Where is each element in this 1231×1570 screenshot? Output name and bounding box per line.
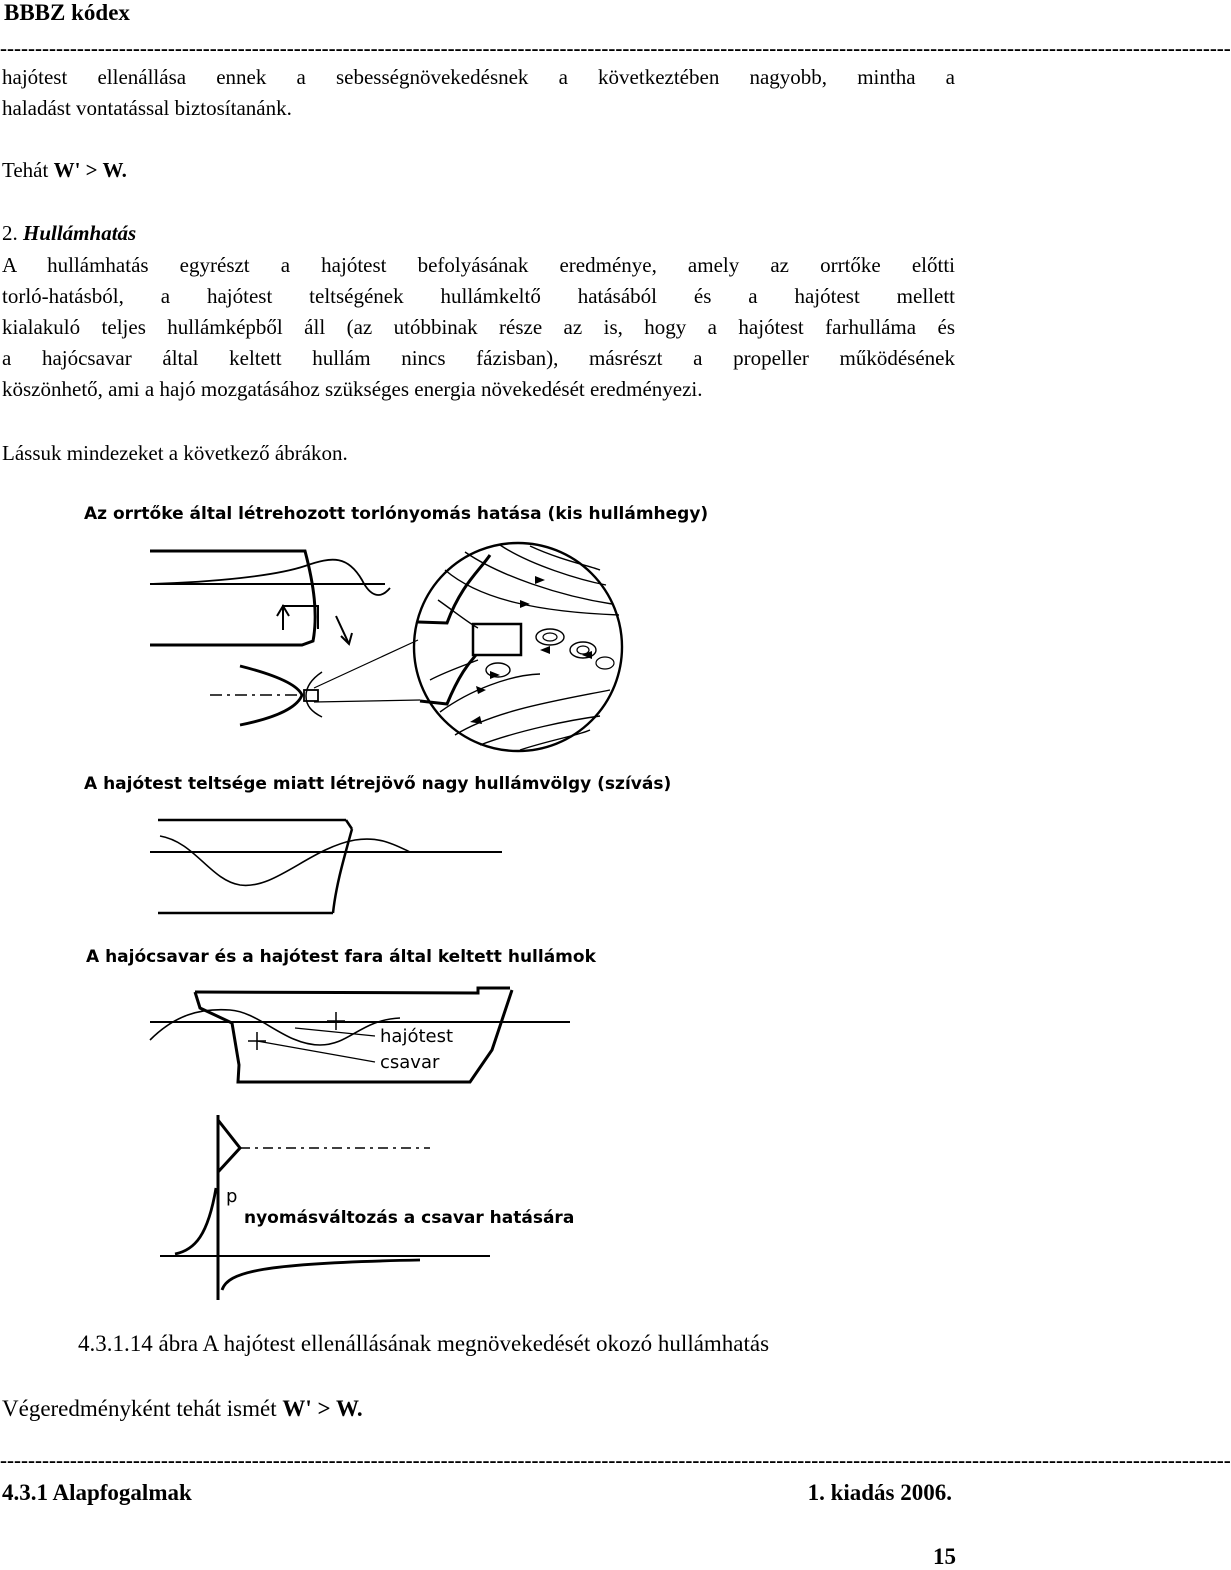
section-line-1: A hullámhatás egyrészt a hajótest befolyásának eredménye, amely az orrtőke előtti — [2, 253, 955, 277]
label-pressure-change: nyomásváltozás a csavar hatására — [244, 1208, 575, 1228]
panel3-title: A hajócsavar és a hajótest fara által keltett hullámok — [86, 947, 596, 967]
header-rule: -------------------------------------------------------------------------------------------------------------------------------------------------------------------------------- — [0, 36, 1231, 60]
label-hull: hajótest — [380, 1026, 454, 1047]
section-line-2: torló-hatásból, a hajótest teltségének hullámkeltő hatásából és a hajótest mellett — [2, 284, 955, 308]
section-line-5: köszönhető, ami a hajó mozgatásához szükséges energia növekedését eredményezi. — [2, 377, 703, 401]
footer-section: 4.3.1 Alapfogalmak — [2, 1480, 192, 1505]
final-prefix: Végeredményként tehát ismét — [2, 1396, 277, 1421]
panel2-title: A hajótest teltsége miatt létrejövő nagy hullámvölgy (szívás) — [84, 774, 672, 794]
panel1-title: Az orrtőke által létrehozott torlónyomás hatása (kis hullámhegy) — [84, 504, 709, 524]
footer-rule: -------------------------------------------------------------------------------------------------------------------------------------------------------------------------------- — [0, 1448, 1231, 1472]
section-title: Hullámhatás — [23, 221, 137, 245]
final-formula: W' > W. — [282, 1396, 363, 1421]
label-p: p — [226, 1186, 238, 1207]
page-number: 15 — [933, 1544, 956, 1569]
footer-edition: 1. kiadás 2006. — [807, 1480, 952, 1505]
section-line-4: a hajócsavar által keltett hullám nincs fázisban), másrészt a propeller működésének — [2, 346, 955, 370]
intro-line-1: hajótest ellenállása ennek a sebességnövekedésnek a következtében nagyobb, mintha a — [2, 65, 955, 89]
conclusion-formula: W' > W. — [53, 158, 127, 182]
document-header-title: BBBZ kódex — [4, 0, 130, 25]
figure-lead-in: Lássuk mindezeket a következő ábrákon. — [2, 441, 348, 465]
final-statement — [2, 1393, 363, 1424]
section-number: 2. — [2, 221, 18, 245]
section-line-3: kialakuló teljes hullámképből áll (az utóbbinak része az is, hogy a hajótest farhulláma és — [2, 315, 955, 339]
conclusion-prefix: Tehát — [2, 158, 49, 182]
intro-line-2: haladást vontatással biztosítanánk. — [2, 96, 292, 120]
figure-caption: 4.3.1.14 ábra A hajótest ellenállásának megnövekedését okozó hullámhatás — [78, 1331, 770, 1356]
label-propeller: csavar — [380, 1052, 440, 1073]
